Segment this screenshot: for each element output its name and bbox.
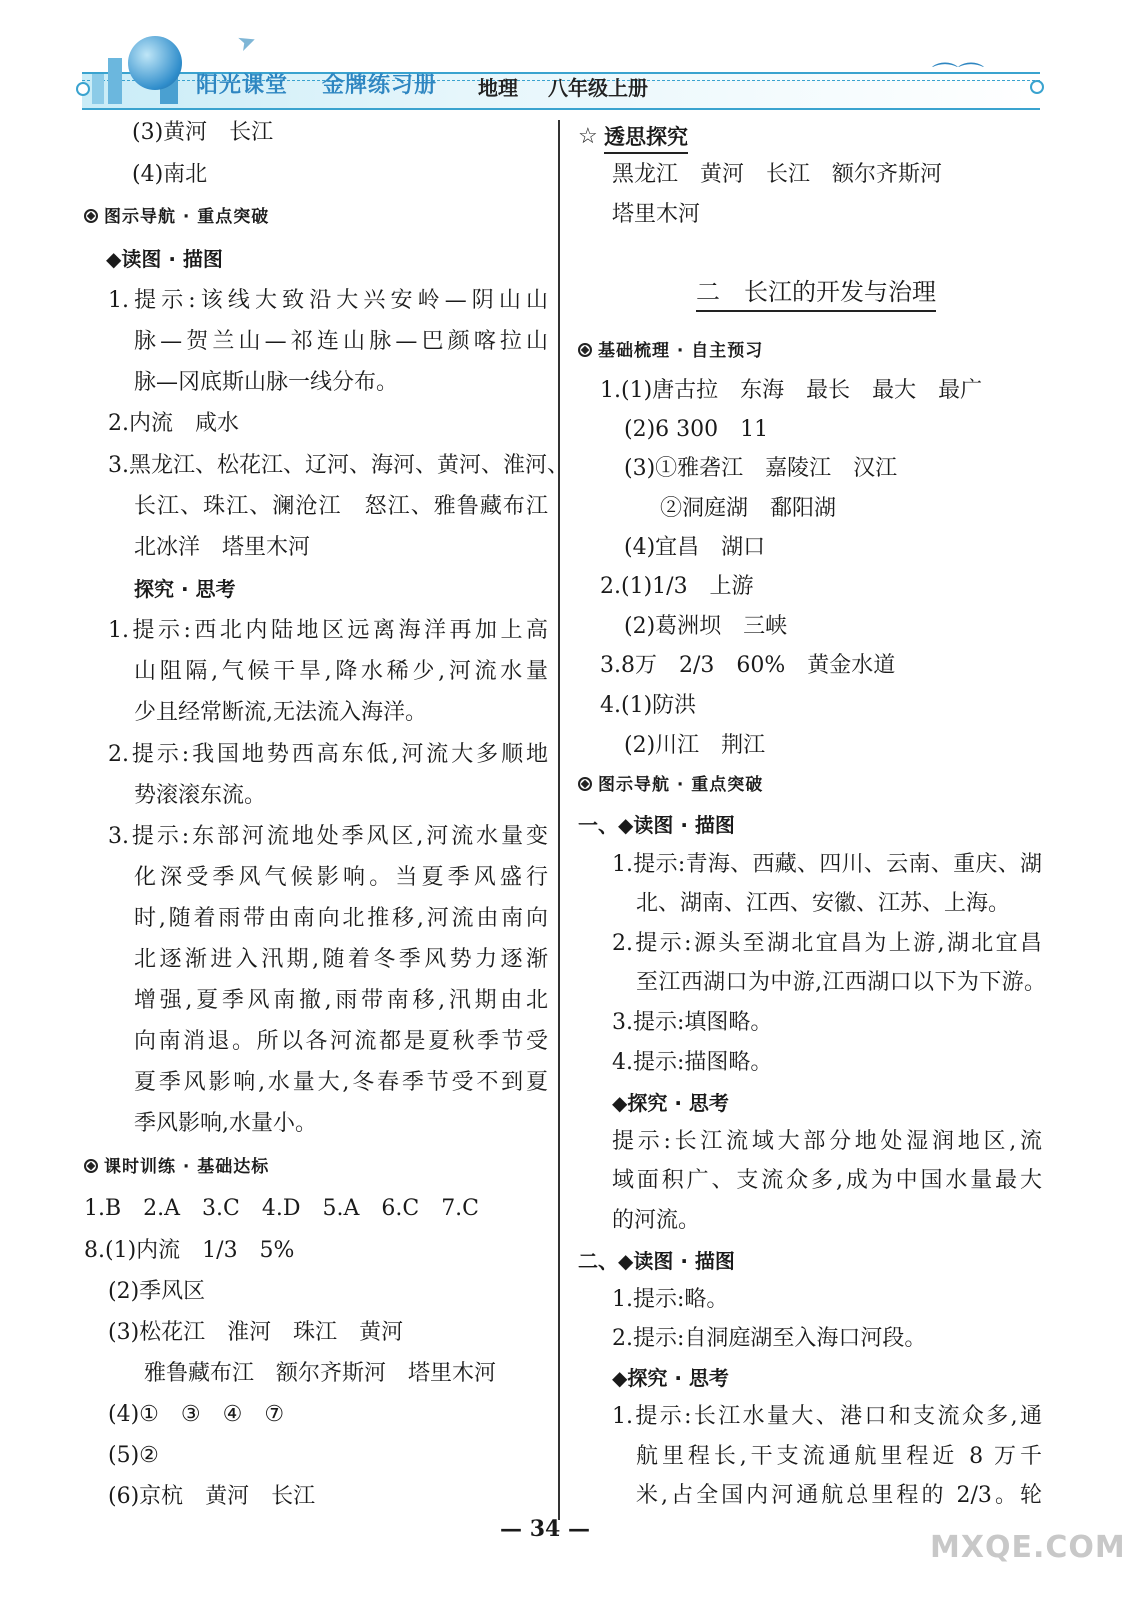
- answer-line: 3.8万 2/3 60% 黄金水道: [600, 653, 896, 678]
- answer-line: 黑龙江 黄河 长江 额尔齐斯河: [612, 162, 943, 187]
- answer-line: 米,占全国内河通航总里程的 2/3。轮: [636, 1483, 1042, 1508]
- answer-line: (2)葛洲坝 三峡: [624, 614, 788, 639]
- answer-line: 夏季风影响,水量大,冬春季节受不到夏: [134, 1070, 548, 1095]
- section-bullet-icon: [84, 1159, 98, 1173]
- answer-line: 1.提示:该线大致沿大兴安岭—阴山山: [108, 288, 548, 313]
- answer-line: 长江、珠江、澜沧江 怒江、雅鲁藏布江: [134, 494, 548, 519]
- answer-line: (2)川江 荆江: [624, 733, 766, 758]
- answer-line: 时,随着雨带由南向北推移,河流由南向: [134, 906, 548, 931]
- section-bullet-icon: [578, 777, 592, 791]
- column-divider: [558, 120, 560, 1520]
- site-watermark: MXQE.COM: [930, 1530, 1126, 1565]
- answer-line: 8.(1)内流 1/3 5%: [84, 1238, 295, 1263]
- lesson-title: 二 长江的开发与治理: [696, 276, 936, 312]
- answer-line: ②洞庭湖 鄱阳湖: [660, 496, 837, 521]
- section-bullet-icon: [578, 343, 592, 357]
- answer-line: 增强,夏季风南撤,雨带南移,汛期由北: [134, 988, 548, 1013]
- subsection-heading: 一、◆读图 · 描图: [578, 813, 735, 837]
- header-endcap-left: [76, 82, 90, 96]
- answer-line: 1.提示:西北内陆地区远离海洋再加上高: [108, 618, 548, 643]
- section-heading: [84, 1154, 269, 1180]
- subsection-heading: 二、◆读图 · 描图: [578, 1249, 735, 1273]
- section-heading: [578, 772, 763, 798]
- birds-icon: ⌒⌒: [932, 62, 985, 92]
- series-title-a: 阳光课堂: [196, 73, 289, 98]
- page-number: — 34 —: [500, 1516, 590, 1542]
- answer-line: 化深受季风气候影响。当夏季风盛行: [134, 865, 548, 890]
- answer-line: 少且经常断流,无法流入海洋。: [134, 700, 427, 725]
- header-endcap-right: [1030, 80, 1044, 94]
- section-heading-text: 图示导航 · 重点突破: [104, 207, 270, 227]
- section-heading-text: 课时训练 · 基础达标: [104, 1157, 270, 1177]
- answer-line: 2.(1)1/3 上游: [600, 574, 754, 599]
- answer-line: 至江西湖口为中游,江西湖口以下为下游。: [636, 970, 1046, 995]
- section-heading-text: 基础梳理 · 自主预习: [598, 341, 764, 361]
- grade-label: 八年级上册: [548, 76, 648, 100]
- answer-line: 1.B 2.A 3.C 4.D 5.A 6.C 7.C: [84, 1196, 480, 1221]
- answer-line: 北逐渐进入汛期,随着冬季风势力逐渐: [134, 947, 548, 972]
- section-bullet-icon: [84, 209, 98, 223]
- answer-line: 3.黑龙江、松花江、辽河、海河、黄河、淮河、: [108, 453, 569, 478]
- section-heading-tusi: 透思探究: [604, 122, 688, 154]
- answer-line: 2.提示:源头至湖北宜昌为上游,湖北宜昌: [612, 931, 1042, 956]
- page-header: [0, 0, 1090, 118]
- answer-line: 1.提示:长江水量大、港口和支流众多,通: [612, 1404, 1042, 1429]
- answer-line: 的河流。: [612, 1208, 701, 1233]
- answer-line: 雅鲁藏布江 额尔齐斯河 塔里木河: [144, 1361, 497, 1386]
- answer-line: (3)黄河 长江: [132, 120, 274, 145]
- subsection-heading: ◆读图 · 描图: [106, 247, 223, 271]
- answer-line: 2.提示:我国地势西高东低,河流大多顺地: [108, 742, 548, 767]
- subsection-heading: ◆探究 · 思考: [612, 1366, 729, 1390]
- answer-line: (3)松花江 淮河 珠江 黄河: [108, 1320, 404, 1345]
- globe-icon: [128, 36, 182, 90]
- answer-line: 向南消退。所以各河流都是夏秋季节受: [134, 1029, 548, 1054]
- paper-plane-icon: ➤: [234, 27, 261, 58]
- section-heading: [84, 204, 269, 230]
- answer-line: 3.提示:填图略。: [612, 1010, 773, 1035]
- section-heading: [578, 338, 763, 364]
- answer-line: (4)宜昌 湖口: [624, 535, 766, 560]
- header-building-icon: [108, 58, 122, 104]
- answer-line: 脉—贺兰山—祁连山脉—巴颜喀拉山: [134, 329, 548, 354]
- answer-line: 4.提示:描图略。: [612, 1050, 773, 1075]
- answer-line: 提示:长江流域大部分地处湿润地区,流: [612, 1129, 1042, 1154]
- subject-label: 地理: [478, 76, 518, 100]
- answer-line: (4)① ③ ④ ⑦: [108, 1402, 285, 1427]
- answer-line: 2.内流 咸水: [108, 411, 239, 436]
- series-title-b: 金牌练习册: [322, 73, 438, 98]
- answer-line: (2)6 300 11: [624, 417, 769, 442]
- subsection-heading: 探究 · 思考: [134, 577, 236, 601]
- answer-line: 域面积广、支流众多,成为中国水量最大: [612, 1168, 1042, 1193]
- header-building-icon: [92, 74, 104, 104]
- answer-line: (6)京杭 黄河 长江: [108, 1484, 316, 1509]
- answer-line: (4)南北: [132, 162, 208, 187]
- section-heading-text: 图示导航 · 重点突破: [598, 775, 764, 795]
- answer-line: 脉—冈底斯山脉一线分布。: [134, 370, 399, 395]
- answer-line: 1.(1)唐古拉 东海 最长 最大 最广: [600, 378, 983, 403]
- answer-line: (3)①雅砻江 嘉陵江 汉江: [624, 456, 898, 481]
- subsection-heading: ◆探究 · 思考: [612, 1091, 729, 1115]
- answer-line: 1.提示:青海、西藏、四川、云南、重庆、湖: [612, 852, 1042, 877]
- star-icon: ☆: [578, 124, 598, 149]
- answer-line: 2.提示:自洞庭湖至入海口河段。: [612, 1326, 927, 1351]
- answer-line: (2)季风区: [108, 1279, 206, 1304]
- answer-line: 北、湖南、江西、安徽、江苏、上海。: [636, 891, 1011, 916]
- answer-line: 1.提示:略。: [612, 1287, 729, 1312]
- answer-line: 季风影响,水量小。: [134, 1111, 317, 1136]
- answer-line: 4.(1)防洪: [600, 693, 697, 718]
- answer-line: 势滚滚东流。: [134, 783, 267, 808]
- answer-line: 塔里木河: [612, 202, 701, 227]
- answer-line: 航里程长,干支流通航里程近 8 万千: [636, 1444, 1042, 1469]
- answer-line: 3.提示:东部河流地处季风区,河流水量变: [108, 824, 548, 849]
- answer-line: (5)②: [108, 1443, 159, 1468]
- answer-line: 北冰洋 塔里木河: [134, 535, 311, 560]
- answer-line: 山阻隔,气候干旱,降水稀少,河流水量: [134, 659, 548, 684]
